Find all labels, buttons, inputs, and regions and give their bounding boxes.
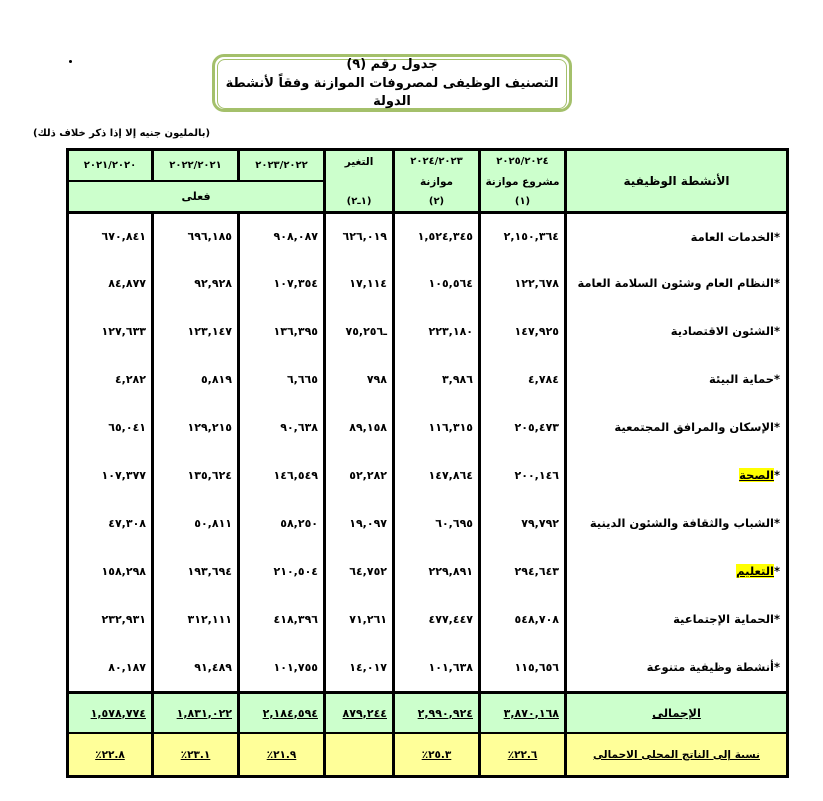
budget-table [66, 148, 789, 778]
value-cell: ٢٢٣,١٨٠ [395, 307, 478, 355]
row-label-star: * [773, 564, 780, 578]
value-cell: ٧٩٨ [326, 355, 392, 403]
value-cell: ٢٩٤,٦٤٣ [481, 547, 564, 595]
value-cell: ٤,٧٨٤ [481, 355, 564, 403]
value-cell: ٢١٠,٥٠٤ [240, 547, 323, 595]
value-cell: ٢٣٢,٩٣١ [69, 595, 151, 643]
row-label [567, 259, 786, 307]
table-subtitle: التصنيف الوظيفى لمصروفات الموازنة وفقاً لأنشطة الدولة [225, 75, 559, 110]
row-label-star: * [773, 420, 780, 434]
gdp-ratio-value: ٪٢٢.٨ [69, 732, 151, 775]
value-cell: ١٢٣,١٤٧ [154, 307, 237, 355]
value-cell: ٦٠,٦٩٥ [395, 499, 478, 547]
row-label [567, 499, 786, 547]
total-value-cell: ٨٧٩,٢٤٤ [326, 691, 392, 732]
column-header-project-budget [481, 151, 564, 211]
year-label: ٢٠٢٤/٢٠٢٣ [410, 156, 463, 167]
value-cell: ٦٢٦,٠١٩ [326, 211, 392, 259]
value-cell: ٩٠,٦٣٨ [240, 403, 323, 451]
value-cell: ٣١٢,١١١ [154, 595, 237, 643]
value-cell: ١٤٧,٨٦٤ [395, 451, 478, 499]
value-cell: ٥٢,٢٨٢ [326, 451, 392, 499]
value-cell: ٥٤٨,٧٠٨ [481, 595, 564, 643]
row-label-star: * [773, 660, 780, 674]
actual-merged-header: فعلى [69, 180, 323, 211]
gdp-ratio-value: ٪٢١.٩ [240, 732, 323, 775]
value-cell: ١٢٩,٢١٥ [154, 403, 237, 451]
value-cell: ١٤٦,٥٤٩ [240, 451, 323, 499]
value-cell: ١٠١,٧٥٥ [240, 643, 323, 691]
column-header-actual-2022-2023: ٢٠٢٣/٢٠٢٢ [240, 151, 323, 180]
row-label [567, 451, 786, 499]
value-cell: ١٣٦,٣٩٥ [240, 307, 323, 355]
value-cell: ٤,٢٨٢ [69, 355, 151, 403]
project-budget-label: مشروع موازنة [485, 175, 560, 188]
row-label-text: التعليم [736, 564, 774, 578]
total-value-cell: ٢,١٨٤,٥٩٤ [240, 691, 323, 732]
value-cell: ٦٩٦,١٨٥ [154, 211, 237, 259]
value-cell: ٤١٨,٣٩٦ [240, 595, 323, 643]
value-cell: ١٠٧,٣٧٧ [69, 451, 151, 499]
change-formula: (٢ـ١) [346, 196, 372, 207]
budget-label: موازنة [419, 175, 454, 188]
value-cell: ٤٧,٣٠٨ [69, 499, 151, 547]
gdp-ratio-value: ٪٢٢.٦ [481, 732, 564, 775]
value-cell: ٦٤,٧٥٢ [326, 547, 392, 595]
total-value-cell: ٣,٨٧٠,١٦٨ [481, 691, 564, 732]
row-label-star: * [773, 612, 780, 626]
row-label-star: * [773, 372, 780, 386]
value-cell: ١٢٢,٦٧٨ [481, 259, 564, 307]
value-cell: ١٤,٠١٧ [326, 643, 392, 691]
value-cell: ٢٠٠,١٤٦ [481, 451, 564, 499]
row-label-star: * [773, 229, 780, 244]
total-value-cell: ١,٥٧٨,٧٧٤ [69, 691, 151, 732]
total-value-cell: ٢,٩٩٠,٩٢٤ [395, 691, 478, 732]
value-cell: ١٩٣,٦٩٤ [154, 547, 237, 595]
value-cell: ١١٦,٣١٥ [395, 403, 478, 451]
value-cell: ٦٧٠,٨٤١ [69, 211, 151, 259]
gdp-ratio-value: ٪٢٥.٣ [395, 732, 478, 775]
gdp-ratio-value [326, 732, 392, 775]
row-label-text: الصحة [739, 468, 774, 482]
value-cell: ١٤٧,٩٢٥ [481, 307, 564, 355]
row-label [567, 307, 786, 355]
column-header-change [326, 151, 392, 211]
value-cell: ١٢٧,٦٣٣ [69, 307, 151, 355]
column-header-actual-2021-2022: ٢٠٢٢/٢٠٢١ [154, 151, 237, 180]
row-label-text: الشئون الاقتصادية [670, 324, 774, 338]
row-label [567, 595, 786, 643]
value-cell: ٥,٨١٩ [154, 355, 237, 403]
total-label: الإجمالى [567, 691, 786, 732]
value-cell: ٢,١٥٠,٣٦٤ [481, 211, 564, 259]
value-cell: ٢٠٥,٤٧٣ [481, 403, 564, 451]
column-header-budget [395, 151, 478, 211]
value-cell: ١٩,٠٩٧ [326, 499, 392, 547]
value-cell: ١٠٧,٣٥٤ [240, 259, 323, 307]
value-cell: ٧٥,٢٥٦ـ [326, 307, 392, 355]
table-title [217, 56, 567, 110]
value-cell: ١٣٥,٦٢٤ [154, 451, 237, 499]
row-label-text: الشباب والثقافة والشئون الدينية [589, 516, 774, 530]
total-value-cell: ١,٨٣١,٠٢٢ [154, 691, 237, 732]
row-label [567, 643, 786, 691]
row-label [567, 547, 786, 595]
value-cell: ٨٠,١٨٧ [69, 643, 151, 691]
value-cell: ٨٩,١٥٨ [326, 403, 392, 451]
table-number-title: جدول رقم (٩) [346, 56, 438, 72]
value-cell: ٩٠٨,٠٨٧ [240, 211, 323, 259]
value-cell: ١,٥٢٤,٣٤٥ [395, 211, 478, 259]
row-label [567, 403, 786, 451]
column-index: (٢) [428, 196, 445, 207]
value-cell: ٤٧٧,٤٤٧ [395, 595, 478, 643]
row-label-star: * [773, 276, 780, 290]
value-cell: ٧٩,٧٩٢ [481, 499, 564, 547]
value-cell: ١١٥,٦٥٦ [481, 643, 564, 691]
value-cell: ٩١,٤٨٩ [154, 643, 237, 691]
row-label-text: حماية البيئة [709, 372, 774, 386]
gdp-ratio-value: ٪٢٣.١ [154, 732, 237, 775]
stray-mark [69, 60, 72, 63]
unit-note: (بالمليون جنيه إلا إذا ذكر خلاف ذلك) [33, 128, 211, 139]
value-cell: ٥٨,٢٥٠ [240, 499, 323, 547]
value-cell: ٩٢,٩٢٨ [154, 259, 237, 307]
value-cell: ١٧,١١٤ [326, 259, 392, 307]
row-label-star: * [773, 516, 780, 530]
row-label [567, 211, 786, 259]
year-label: ٢٠٢٥/٢٠٢٤ [496, 156, 549, 167]
row-label-text: أنشطة وظيفية متنوعة [646, 660, 774, 674]
column-header-actual-2020-2021: ٢٠٢١/٢٠٢٠ [69, 151, 151, 180]
row-label [567, 355, 786, 403]
gdp-ratio-label: نسبة إلى الناتج المحلى الاجمالى [567, 732, 786, 775]
row-label-text: النظام العام وشئون السلامة العامة [577, 276, 774, 290]
value-cell: ٨٤,٨٧٧ [69, 259, 151, 307]
row-label-text: الحماية الإجتماعية [673, 612, 774, 626]
value-cell: ١٠١,٦٣٨ [395, 643, 478, 691]
row-label-star: * [773, 324, 780, 338]
value-cell: ٦٥,٠٤١ [69, 403, 151, 451]
value-cell: ١٠٥,٥٦٤ [395, 259, 478, 307]
value-cell: ٦,٦٦٥ [240, 355, 323, 403]
value-cell: ٥٠,٨١١ [154, 499, 237, 547]
column-header-activities: الأنشطة الوظيفية [567, 151, 786, 211]
column-index: (١) [514, 196, 531, 207]
row-label-star: * [773, 468, 780, 482]
row-label-text: الإسكان والمرافق المجتمعية [614, 420, 774, 434]
value-cell: ٢٢٩,٨٩١ [395, 547, 478, 595]
value-cell: ٧١,٢٦١ [326, 595, 392, 643]
table-title-box [212, 54, 572, 112]
change-label: التغير [344, 156, 374, 168]
value-cell: ١٥٨,٢٩٨ [69, 547, 151, 595]
row-label-text: الخدمات العامة [690, 229, 774, 244]
value-cell: ٣,٩٨٦ [395, 355, 478, 403]
